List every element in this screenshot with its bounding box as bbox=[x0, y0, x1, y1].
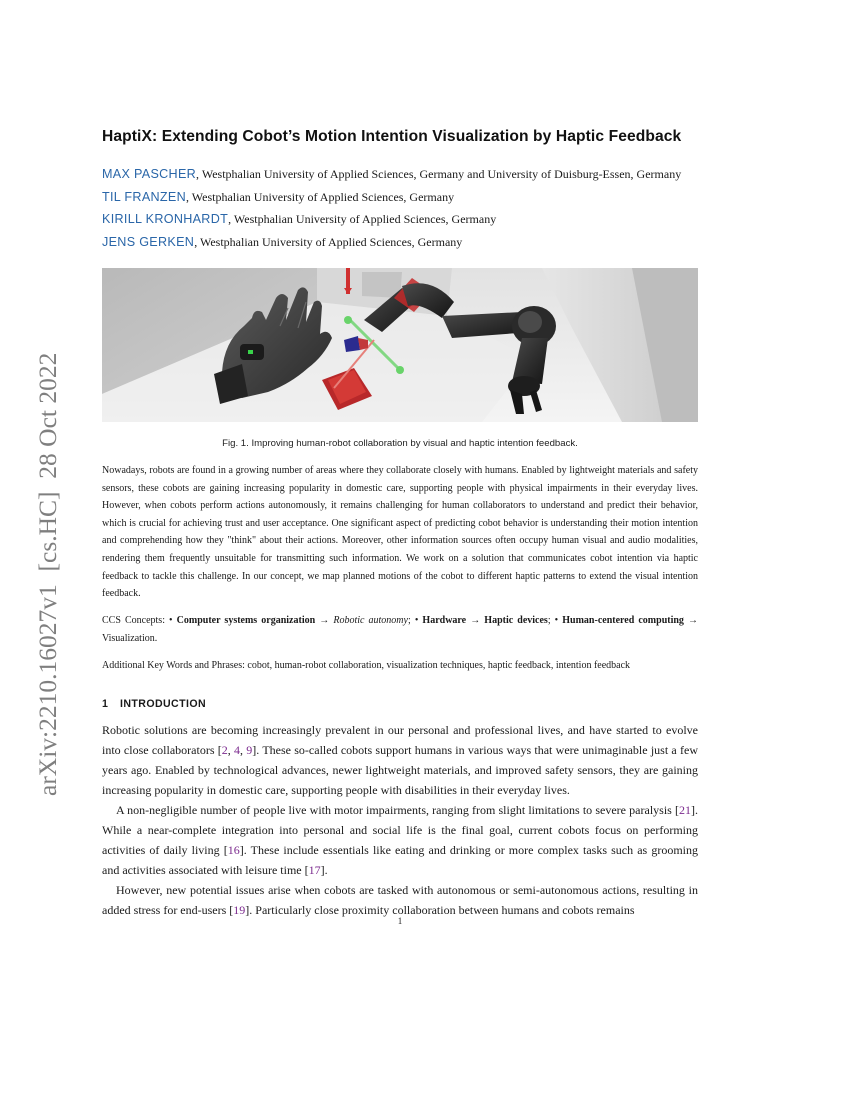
ccs-arrow: → bbox=[466, 615, 485, 626]
paragraph-text: Robotic solutions are becoming increasingly prevalent in our personal and professional lives, and have started to evolve into close collaborators [ bbox=[102, 723, 698, 757]
author-2 bbox=[102, 186, 702, 209]
author-name[interactable]: MAX PASCHER bbox=[102, 167, 197, 181]
ccs-label: CCS Concepts: • bbox=[102, 615, 177, 626]
ccs-subconcept-2: Haptic devices bbox=[484, 615, 548, 626]
citation-link[interactable]: 21 bbox=[679, 803, 691, 817]
author-affiliation: , Westphalian University of Applied Sciences, Germany bbox=[228, 212, 497, 226]
ccs-concept-1: Computer systems organization bbox=[176, 615, 316, 626]
paragraph-text: ]. These so-called cobots support humans in various ways that were unimaginable just a few years ago. Enabled by technological advances, newer lightweight materials, and improved safety sensors, they are gaining increasing popularity in domestic care, supporting people with disabilities in their everyday lives. bbox=[102, 743, 698, 797]
section-number: 1 bbox=[102, 698, 109, 710]
paper-title: HaptiX: Extending Cobot’s Motion Intention Visualization by Haptic Feedback bbox=[102, 128, 682, 145]
paragraph-text: ]. While a near-complete integration into personal and social life is the final goal, current cobots focus on performing activities of daily living [ bbox=[102, 803, 698, 857]
paragraph-text: ]. bbox=[320, 863, 328, 877]
arxiv-stamp-text: arXiv:2210.16027v1 [cs.HC] 28 Oct 2022 bbox=[33, 352, 62, 796]
ccs-concept-3: Human-centered computing bbox=[562, 615, 684, 626]
paragraph-text: ]. Particularly close proximity collaboration between humans and cobots remains bbox=[245, 903, 635, 917]
introduction-body bbox=[102, 720, 698, 920]
paragraph-text: , bbox=[227, 743, 235, 757]
ccs-separator: ; • bbox=[407, 615, 423, 626]
ccs-arrow: → bbox=[683, 615, 699, 626]
paragraph-text: ]. These include essentials like eating and drinking or more complex tasks such as grooming and activities associated with leisure time [ bbox=[102, 843, 698, 877]
citation-link[interactable]: 17 bbox=[308, 863, 321, 877]
paragraph bbox=[102, 720, 698, 800]
paragraph bbox=[102, 800, 698, 880]
author-name[interactable]: KIRILL KRONHARDT bbox=[102, 212, 229, 226]
ccs-arrow: → bbox=[315, 615, 334, 626]
author-list bbox=[102, 163, 702, 253]
ccs-separator: ; • bbox=[547, 615, 563, 626]
figure-caption: Fig. 1. Improving human-robot collaboration by visual and haptic intention feedback. bbox=[222, 438, 578, 449]
author-affiliation: , Westphalian University of Applied Sciences, Germany and University of Duisburg-Essen, Germany bbox=[196, 167, 682, 181]
abstract: Nowadays, robots are found in a growing number of areas where they collaborate closely with humans. Enabled by lightweight materials and safety sensors, these cobots are gaining increasing popularity in domestic care, supporting people with physical impairments in their everyday lives. However, when cobots perform actions autonomously, it remains challenging for human collaborators to understand and predict their behavior, which is crucial for achieving trust and user acceptance. One significant aspect of predicting cobot behavior is understanding their motion intention and comprehending how they "think" about their actions. Moreover, other information sources often occupy human visual and audio modalities, rendering them frequently unsuitable for transmitting such information. We work on a solution that communicates cobot intention via haptic feedback to tackle this challenge. In our concept, we map planned motions of the cobot to different haptic patterns to extend the visual intention feedback. bbox=[102, 465, 698, 600]
arxiv-stamp bbox=[22, 296, 66, 796]
paragraph bbox=[102, 880, 698, 920]
citation-link[interactable]: 19 bbox=[233, 903, 246, 917]
section-title: INTRODUCTION bbox=[120, 698, 207, 710]
citation-link[interactable]: 9 bbox=[246, 743, 253, 757]
author-3 bbox=[102, 208, 702, 231]
paragraph-text: A non-negligible number of people live with motor impairments, ranging from slight limitations to severe paralysis [ bbox=[116, 803, 679, 817]
paragraph-text: , bbox=[240, 743, 247, 757]
ccs-concepts bbox=[102, 612, 698, 647]
citation-link[interactable]: 4 bbox=[234, 743, 241, 757]
paragraph-text: However, new potential issues arise when cobots are tasked with autonomous or semi-autonomous actions, resulting in added stress for end-users [ bbox=[102, 883, 698, 917]
author-affiliation: , Westphalian University of Applied Sciences, Germany bbox=[186, 189, 455, 204]
author-4 bbox=[102, 231, 702, 254]
ccs-subconcept-1: Robotic autonomy bbox=[333, 615, 408, 626]
author-affiliation: , Westphalian University of Applied Sciences, Germany bbox=[194, 234, 463, 249]
ccs-subconcept-3: Visualization. bbox=[102, 632, 158, 644]
page-number: 1 bbox=[397, 916, 403, 926]
author-1 bbox=[102, 163, 702, 186]
teaser-figure-image bbox=[102, 268, 698, 422]
ccs-concept-2: Hardware bbox=[422, 615, 467, 626]
keywords: Additional Key Words and Phrases: cobot, human-robot collaboration, visualization techniques, haptic feedback, intention feedback bbox=[102, 660, 631, 671]
author-name[interactable]: TIL FRANZEN bbox=[102, 189, 186, 204]
teaser-figure bbox=[102, 268, 698, 422]
section-heading bbox=[102, 698, 698, 710]
citation-link[interactable]: 2 bbox=[221, 743, 228, 757]
author-name[interactable]: JENS GERKEN bbox=[102, 234, 195, 249]
citation-link[interactable]: 16 bbox=[227, 843, 240, 857]
